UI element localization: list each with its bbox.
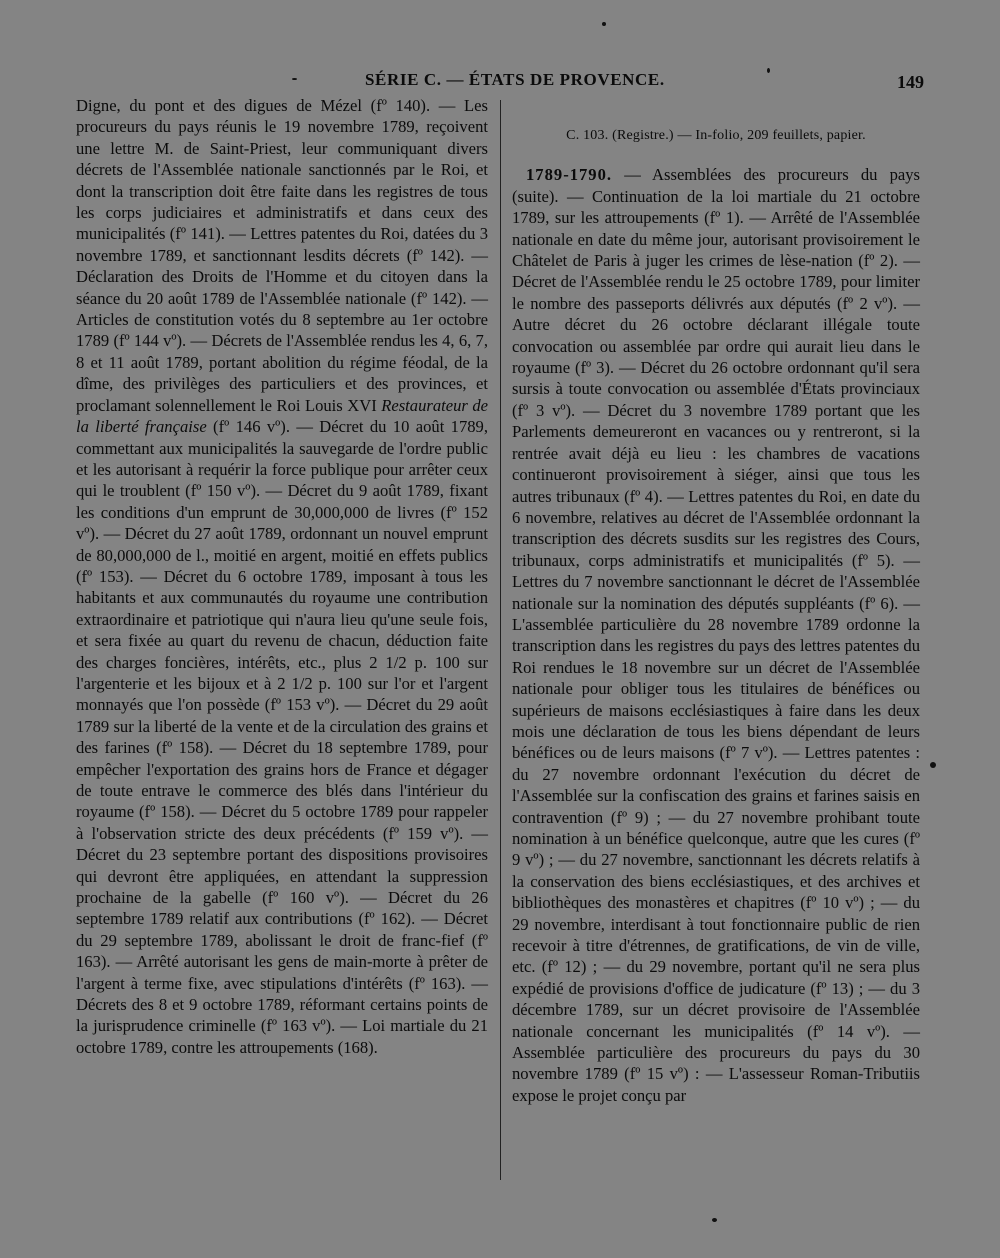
page-number: 149 bbox=[897, 72, 924, 92]
ink-speck bbox=[292, 78, 297, 80]
left-column-text-continued: (fº 146 vº). — Décret du 10 août 1789, commettant aux municipalités la sauvegarde de l'ordre public et les autorisant à requérir la force publique pour arrêter ceux qui le troublent (fº 150 vº). — Décret du 9 août 1789, fixant les conditions d'un emprunt de 30,000,000 de livres (fº 152 vº). — Décret du 27 août 1789, ordonnant un nouvel emprunt de 80,000,000 de l., moitié en argent, moitié en effets publics (fº 153). — Décret du 6 octobre 1789, imposant à tous les habitants et aux communautés du royaume une contribution extraordinaire et patriotique qui n'aura lieu qu'une seule fois, et sera fixée au quart du revenu de chacun, déduction faite des charges foncières, intérêts, etc., plus 2 1/2 p. 100 sur l'argenterie et les bijoux et à 2 1/2 p. 100 sur l'or et l'argent monnayés que l'on possède (fº 153 vº). — Décret du 29 août 1789 sur la liberté de la vente et de la circulation des grains et des farines (fº 158). — Décret du 18 septembre 1789, pour empêcher l'exportation des grains hors de France et dégager de toute entrave le commerce des blés dans l'intérieur du royaume (fº 158). — Décret du 5 octobre 1789 pour rappeler à l'observation stricte des deux précédents (fº 159 vº). — Décret du 23 septembre portant des dispositions provisoires qui devront être appliquées, en attendant la suppression prochaine de la gabelle (fº 160 vº). — Décret du 26 septembre 1789 relatif aux contributions (fº 162). — Décret du 29 septembre 1789, abolissant le droit de franc-fief (fº 163). — Arrêté autorisant les gens de main-morte à prêter de l'argent à terme fixe, avec stipulations d'intérêts (fº 163). — Décrets des 8 et 9 octobre 1789, réformant certains points de la jurisprudence criminelle (fº 163 vº). — Loi martiale du 21 octobre 1789, contre les attroupements (168). bbox=[76, 417, 488, 1057]
right-column bbox=[512, 95, 920, 1106]
left-column bbox=[76, 95, 488, 1058]
running-title: SÉRIE C. — ÉTATS DE PROVENCE. bbox=[365, 70, 665, 89]
register-description: C. 103. (Registre.) — In-folio, 209 feuillets, papier. bbox=[566, 128, 866, 143]
right-column-text: — Assemblées des procureurs du pays (suite). — Continuation de la loi martiale du 21 octobre 1789, sur les attroupements (fº 1). — Arrêté de l'Assemblée nationale en date du même jour, autorisant provisoirement le Châtelet de Paris à juger les crimes de lèse-nation (fº 2). — Décret de l'Assemblée rendu le 25 octobre 1789, pour limiter le nombre des passeports délivrés aux députés (fº 2 vº). — Autre décret du 26 octobre déclarant illégale toute convocation ou assemblée par ordre qui aurait lieu dans le royaume (fº 3). — Décret du 26 octobre ordonnant qu'il sera sursis à toute convocation ou assemblée d'États provinciaux (fº 3 vº). — Décret du 3 novembre 1789 portant que les Parlements demeureront en vacances ou y rentreront, si la rentrée avait déjà eu lieu : les chambres de vacations continueront provisoirement à siéger, ainsi que tous les autres tribunaux (fº 4). — Lettres patentes du Roi, en date du 6 novembre, relatives au décret de l'Assemblée ordonnant la transcription des décrets susdits sur les registres des Cours, tribunaux, corps administratifs et municipalités (fº 5). — Lettres du 7 novembre sanctionnant le décret de l'Assemblée nationale sur la nomination des députés suppléants (fº 6). — L'assemblée particulière du 28 novembre 1789 ordonne la transcription dans les registres du pays des lettres patentes du Roi rendues le 18 novembre sur un décret de l'Assemblée nationale pour obliger tous les titulaires de bénéfices ou supérieurs de maisons ecclésiastiques à faire dans les deux mois une déclaration de tous les biens dépendant de leurs bénéfices ou de leurs maisons (fº 7 vº). — Lettres patentes : du 27 novembre ordonnant l'exécution du décret de l'Assemblée sur la confiscation des grains et farines saisis en contravention (fº 9) ; — du 27 novembre prohibant toute nomination à un bénéfice quelconque, autre que les cures (fº 9 vº) ; — du 27 novembre, sanctionnant les décrets relatifs à la conservation des biens ecclésiastiques, et des archives et bibliothèques des monastères et chapitres (fº 10 vº) ; — du 29 novembre, interdisant à tout fonctionnaire public de rien recevoir à titre d'étrennes, de gratifications, de vin de ville, etc. (fº 12) ; — du 29 novembre, portant qu'il ne sera plus expédié de provisions d'office de judicature (fº 13) ; — du 3 décembre 1789, sur un décret provisoire de l'Assemblée nationale concernant les municipalités (fº 14 vº). — Assemblée particulière des procureurs du pays du 30 novembre 1789 (fº 15 vº) : — L'assesseur Roman-Tributiis expose le projet conçu par bbox=[512, 165, 920, 1105]
ink-speck bbox=[767, 68, 770, 73]
ink-speck bbox=[712, 1218, 717, 1222]
ink-speck bbox=[602, 22, 606, 26]
right-column-paragraph bbox=[512, 164, 920, 1106]
page-header bbox=[0, 68, 1000, 96]
column-divider bbox=[500, 100, 501, 1180]
date-heading: 1789-1790. bbox=[526, 165, 613, 185]
left-column-text: Digne, du pont et des digues de Mézel (fº 140). — Les procureurs du pays réunis le 19 novembre 1789, reçoivent une lettre M. de Saint-Priest, leur communiquant divers décrets de l'Assemblée nationale sanctionnés par le Roi, et dont la transcription doit être faite dans les registres de tous les corps judiciaires et administratifs et dans ceux des municipalités (fº 141). — Lettres patentes du Roi, datées du 3 novembre 1789, et sanctionnant lesdits décrets (fº 142). — Déclaration des Droits de l'Homme et du citoyen dans la séance du 20 août 1789 de l'Assemblée nationale (fº 142). — Articles de constitution votés du 8 septembre au 1er octobre 1789 (fº 144 vº). — Décrets de l'Assemblée rendus les 4, 6, 7, 8 et 11 août 1789, portant abolition du régime féodal, de la dîme, des privilèges des particuliers et des provinces, et proclamant solennellement le Roi Louis XVI bbox=[76, 96, 488, 415]
ink-speck bbox=[930, 762, 936, 768]
left-column-italic-text: Restaurateur de la liberté française bbox=[76, 395, 488, 437]
left-column-paragraph bbox=[76, 95, 488, 1058]
